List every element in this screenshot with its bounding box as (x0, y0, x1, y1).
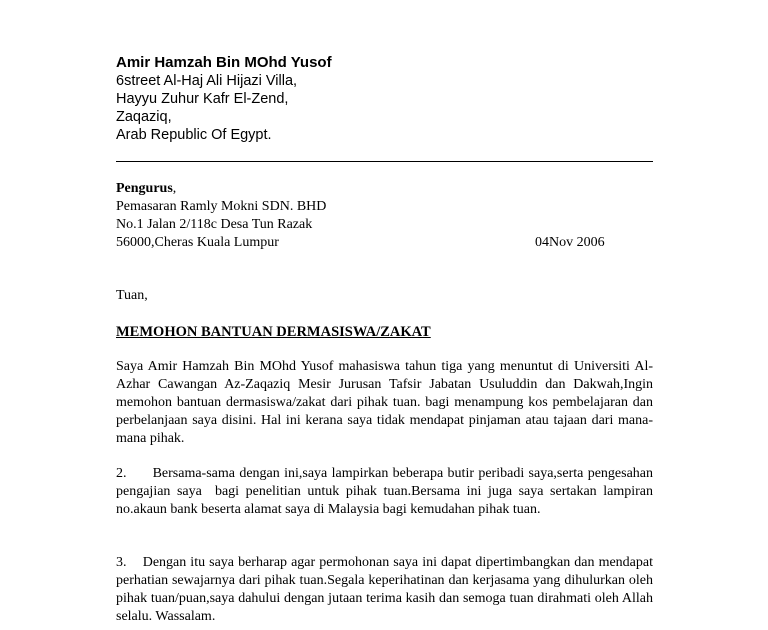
sender-address-line: 6street Al-Haj Ali Hijazi Villa, (116, 73, 298, 89)
sender-address-line: Hayyu Zuhur Kafr El-Zend, (116, 91, 289, 107)
recipient-line: Pemasaran Ramly Mokni SDN. BHD (116, 199, 327, 214)
body-paragraph: 3. Dengan itu saya berharap agar permohonan saya ini dapat dipertimbangkan dan mendapat perhatian sewajarnya dari pihak tuan.Segala keperihatinan dan kerjasama yang dihulurkan oleh pihak tuan/puan,saya dahului dengan jutaan terima kasih dan semoga tuan dirahmati oleh Allah selalu. Wassalam. (116, 555, 657, 624)
letter-date: 04Nov 2006 (535, 235, 605, 250)
sender-address-line: Arab Republic Of Egypt. (116, 127, 272, 143)
recipient-title-suffix: , (172, 181, 177, 196)
sender-address-line: Zaqaziq, (116, 109, 172, 125)
sender-block (116, 54, 332, 144)
body-paragraph: Saya Amir Hamzah Bin MOhd Yusof mahasiswa tahun tiga yang menuntut di Universiti Al-Azhar Cawangan Az-Zaqaziq Mesir Jurusan Tafsir Jabatan Usuluddin dan Dakwah,Ingin memohon bantuan dermasiswa/zakat dari pihak tuan. bagi menampung kos pembelajaran dan perbelanjaan saya disini. Hal ini kerana saya tidak mendapat pinjaman atau tajaan dari mana-mana pihak. (116, 359, 653, 446)
header-divider (116, 161, 653, 162)
recipient-title: Pengurus (116, 181, 173, 196)
recipient-block (116, 180, 326, 252)
recipient-line: No.1 Jalan 2/118c Desa Tun Razak (116, 217, 313, 232)
body-paragraph: 2. Bersama-sama dengan ini,saya lampirkan beberapa butir peribadi saya,serta pengesahan pengajian saya bagi penelitian untuk pihak tuan.Bersama ini juga saya sertakan lampiran no.akaun bank beserta alamat saya di Malaysia bagi kemudahan pihak tuan. (116, 466, 657, 517)
greeting: Tuan, (116, 288, 148, 303)
recipient-line: 56000,Cheras Kuala Lumpur (116, 235, 279, 250)
sender-name: Amir Hamzah Bin MOhd Yusof (116, 54, 332, 71)
subject-line: MEMOHON BANTUAN DERMASISWA/ZAKAT (116, 324, 431, 340)
